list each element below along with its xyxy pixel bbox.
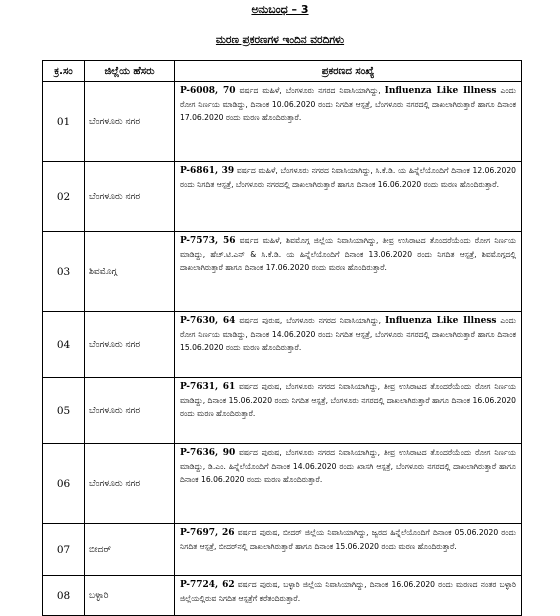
row-district: ಬೀದರ್ <box>85 524 175 576</box>
row-serial: 06 <box>43 444 85 524</box>
row-case-details: P-6008, 70 ವರ್ಷದ ಮಹಿಳೆ, ಬೆಂಗಳೂರು ನಗರದ ನಿವಾಸಿಯಾಗಿದ್ದು, Influenza Like Illness ಎಂದು ರೋಗ ನಿರ್ಣಯ ಮಾಡಿದ್ದು, ದಿನಾಂಕ 10.06.2020 ರಂದು ನಿಗದಿತ ಆಸ್ಪತ್ರೆ, ಬೆಂಗಳೂರು ನಗರದಲ್ಲಿ ದಾಖಲಾಗಿರುತ್ತಾರೆ ಹಾಗೂ ದಿನಾಂಕ 17.06.2020 ರಂದು ಮರಣ ಹೊಂದಿರುತ್ತಾರೆ. <box>175 82 522 162</box>
table-row <box>43 232 522 312</box>
row-district: ಶಿವಮೊಗ್ಗ <box>85 232 175 312</box>
row-serial: 07 <box>43 524 85 576</box>
row-serial: 01 <box>43 82 85 162</box>
annexure-heading: ಅನುಬಂಧ – 3 <box>251 3 309 16</box>
row-case-details: P-6861, 39 ವರ್ಷದ ಮಹಿಳೆ, ಬೆಂಗಳೂರು ನಗರದ ನಿವಾಸಿಯಾಗಿದ್ದು, ಸಿ.ಕೆ.ಡಿ. ಯ ಹಿನ್ನೆಲೆಯೊಂದಿಗೆ ದಿನಾಂಕ 12.06.2020 ರಂದು ನಿಗದಿತ ಆಸ್ಪತ್ರೆ, ಬೆಂಗಳೂರು ನಗರದಲ್ಲಿ ದಾಖಲಾಗಿರುತ್ತಾರೆ ಹಾಗೂ ದಿನಾಂಕ 16.06.2020 ರಂದು ಮರಣ ಹೊಂದಿರುತ್ತಾರೆ. <box>175 162 522 232</box>
death-cases-table <box>42 60 522 616</box>
column-header-district: ಜಿಲ್ಲೆಯ ಹೆಸರು <box>85 61 175 82</box>
table-row <box>43 444 522 524</box>
row-district: ಬೆಂಗಳೂರು ನಗರ <box>85 444 175 524</box>
row-district: ಬೆಂಗಳೂರು ನಗರ <box>85 378 175 444</box>
row-case-details: P-7573, 56 ವರ್ಷದ ಮಹಿಳೆ, ಶಿವಮೊಗ್ಗ ಜಿಲ್ಲೆಯ ನಿವಾಸಿಯಾಗಿದ್ದು, ತೀವ್ರ ಉಸಿರಾಟದ ತೊಂದರೆಯೆಂದು ರೋಗ ನಿರ್ಣಯ ಮಾಡಿದ್ದು, ಹೆಚ್.ಟಿ.ಎನ್ & ಸಿ.ಕೆ.ಡಿ. ಯ ಹಿನ್ನೆಲೆಯೊಂದಿಗೆ ದಿನಾಂಕ 13.06.2020 ರಂದು ನಿಗದಿತ ಆಸ್ಪತ್ರೆ, ಶಿವಮೊಗ್ಗದಲ್ಲಿ ದಾಖಲಾಗಿರುತ್ತಾರೆ ಹಾಗೂ ದಿನಾಂಕ 17.06.2020 ರಂದು ಮರಣ ಹೊಂದಿರುತ್ತಾರೆ. <box>175 232 522 312</box>
row-serial: 03 <box>43 232 85 312</box>
row-case-details: P-7631, 61 ವರ್ಷದ ಪುರುಷ, ಬೆಂಗಳೂರು ನಗರದ ನಿವಾಸಿಯಾಗಿದ್ದು, ತೀವ್ರ ಉಸಿರಾಟದ ತೊಂದರೆಯೆಂದು ರೋಗ ನಿರ್ಣಯ ಮಾಡಿದ್ದು, ದಿನಾಂಕ 15.06.2020 ರಂದು ನಿಗದಿತ ಆಸ್ಪತ್ರೆ, ಬೆಂಗಳೂರು ನಗರದಲ್ಲಿ ದಾಖಲಾಗಿರುತ್ತಾರೆ ಹಾಗೂ ದಿನಾಂಕ 16.06.2020 ರಂದು ಮರಣ ಹೊಂದಿರುತ್ತಾರೆ. <box>175 378 522 444</box>
row-district: ಬೆಂಗಳೂರು ನಗರ <box>85 162 175 232</box>
row-district: ಬೆಂಗಳೂರು ನಗರ <box>85 312 175 378</box>
table-row <box>43 378 522 444</box>
column-header-case-number: ಪ್ರಕರಣದ ಸಂಖ್ಯೆ <box>175 61 522 82</box>
row-district: ಬಳ್ಳಾರಿ <box>85 576 175 616</box>
row-case-details: P-7697, 26 ವರ್ಷದ ಪುರುಷ, ಬೀದರ್ ಜಿಲ್ಲೆಯ ನಿವಾಸಿಯಾಗಿದ್ದು, ಜ್ವರದ ಹಿನ್ನೆಲೆಯೊಂದಿಗೆ ದಿನಾಂಕ 05.06.2020 ರಂದು ನಿಗದಿತ ಆಸ್ಪತ್ರೆ, ಬೀದರ್‌ನಲ್ಲಿ ದಾಖಲಾಗಿರುತ್ತಾರೆ ಹಾಗೂ ದಿನಾಂಕ 15.06.2020 ರಂದು ಮರಣ ಹೊಂದಿರುತ್ತಾರೆ. <box>175 524 522 576</box>
table-row <box>43 162 522 232</box>
row-case-details: P-7636, 90 ವರ್ಷದ ಪುರುಷ, ಬೆಂಗಳೂರು ನಗರದ ನಿವಾಸಿಯಾಗಿದ್ದು, ತೀವ್ರ ಉಸಿರಾಟದ ತೊಂದರೆಯೆಂದು ರೋಗ ನಿರ್ಣಯ ಮಾಡಿದ್ದು, ಡಿ.ಎಂ. ಹಿನ್ನೆಲೆಯೊಂದಿಗೆ ದಿನಾಂಕ 14.06.2020 ರಂದು ಖಾಸಗಿ ಆಸ್ಪತ್ರೆ, ಬೆಂಗಳೂರು ನಗರದಲ್ಲಿ ದಾಖಲಾಗಿರುತ್ತಾರೆ ಹಾಗೂ ದಿನಾಂಕ 16.06.2020 ರಂದು ಮರಣ ಹೊಂದಿರುತ್ತಾರೆ. <box>175 444 522 524</box>
row-serial: 04 <box>43 312 85 378</box>
column-header-sl-no: ಕ್ರ.ಸಂ <box>43 61 85 82</box>
row-serial: 02 <box>43 162 85 232</box>
table-row <box>43 82 522 162</box>
table-row <box>43 524 522 576</box>
row-district: ಬೆಂಗಳೂರು ನಗರ <box>85 82 175 162</box>
table-row <box>43 312 522 378</box>
page-title: ಮರಣ ಪ್ರಕರಣಗಳ ಇಂದಿನ ವರದಿಗಳು <box>215 34 345 46</box>
table-row <box>43 576 522 616</box>
row-serial: 05 <box>43 378 85 444</box>
row-serial: 08 <box>43 576 85 616</box>
row-case-details: P-7630, 64 ವರ್ಷದ ಪುರುಷ, ಬೆಂಗಳೂರು ನಗರದ ನಿವಾಸಿಯಾಗಿದ್ದು, Influenza Like Illness ಎಂದು ರೋಗ ನಿರ್ಣಯ ಮಾಡಿದ್ದು, ದಿನಾಂಕ 14.06.2020 ರಂದು ನಿಗದಿತ ಆಸ್ಪತ್ರೆ, ಬೆಂಗಳೂರು ನಗರದಲ್ಲಿ ದಾಖಲಾಗಿರುತ್ತಾರೆ ಹಾಗೂ ದಿನಾಂಕ 15.06.2020 ರಂದು ಮರಣ ಹೊಂದಿರುತ್ತಾರೆ. <box>175 312 522 378</box>
table-header-row <box>43 61 522 82</box>
row-case-details: P-7724, 62 ವರ್ಷದ ಪುರುಷ, ಬಳ್ಳಾರಿ ಜಿಲ್ಲೆಯ ನಿವಾಸಿಯಾಗಿದ್ದು, ದಿನಾಂಕ 16.06.2020 ರಂದು ಮರಣದ ನಂತರ ಬಳ್ಳಾರಿ ಜಿಲ್ಲೆಯಲ್ಲಿರುವ ನಿಗದಿತ ಆಸ್ಪತ್ರೆಗೆ ಕರೆತಂದಿರುತ್ತಾರೆ. <box>175 576 522 616</box>
